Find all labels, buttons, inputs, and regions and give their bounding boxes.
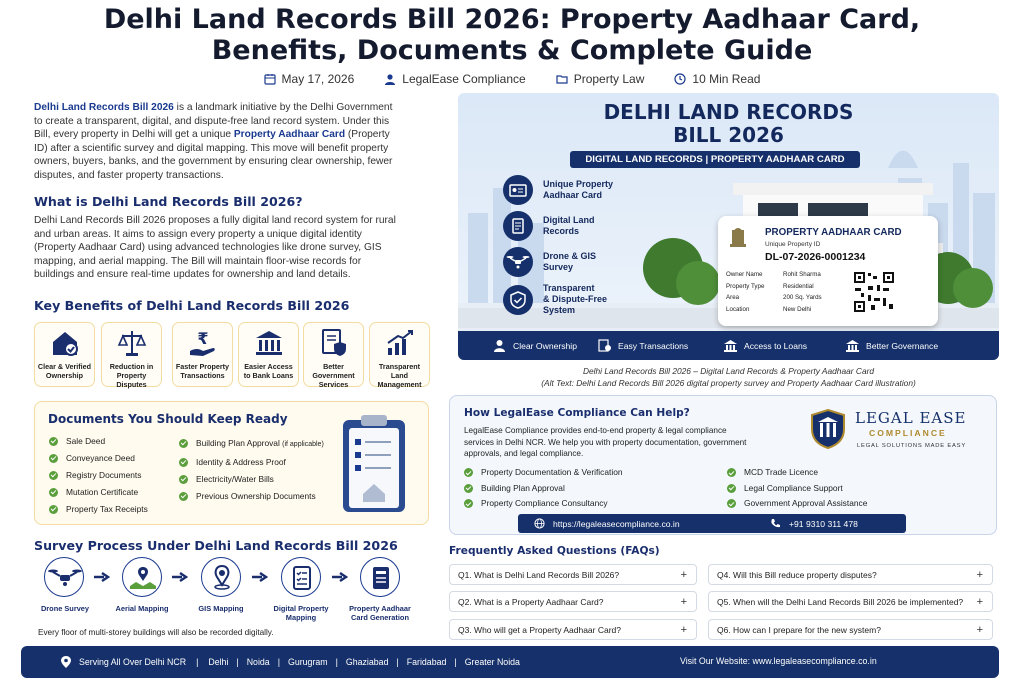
help-services-col1: Property Documentation & Verification Building Plan Approval Property Compliance Consultancy [464,465,623,512]
faq-item-q1[interactable]: Q1. What is Delhi Land Records Bill 2026? + [449,564,697,585]
step-gis-mapping [201,557,241,597]
meta-date: May 17, 2026 [264,72,355,86]
step-label: Aerial Mapping [115,604,169,613]
article-meta [0,72,1024,86]
qr-code-icon [853,271,895,313]
plus-icon: + [680,623,687,636]
step-label: GIS Mapping [198,604,244,613]
doc-item: Registry Documents [49,470,141,480]
doc-item: Mutation Certificate [49,487,138,497]
hero-feature: Drone & GIS Survey [503,247,596,277]
doc-item: Conveyance Deed [49,453,135,463]
card-document-icon [361,558,401,598]
benefit-card-transactions: ₹ Faster Property Transactions [172,322,233,387]
check-icon [464,499,473,508]
user-icon [493,339,506,352]
step-drone-survey [44,557,84,597]
check-icon [464,468,473,477]
step-label: Digital Property Mapping [273,604,329,622]
clock-icon [674,73,686,85]
logo-sub: COMPLIANCE [869,428,947,438]
doc-item: Building Plan Approval (if applicable) [179,438,324,448]
documents-box [34,401,429,525]
doc-item: Property Tax Receipts [49,504,148,514]
faq-item-q4[interactable]: Q4. Will this Bill reduce property disputes? + [708,564,993,585]
emblem-icon [728,226,748,248]
check-icon [49,488,58,497]
benefit-card-gov-services: Better Government Services [303,322,364,387]
faq-item-q3[interactable]: Q3. Who will get a Property Aadhaar Card? + [449,619,697,640]
svg-text:₹: ₹ [196,329,209,348]
check-icon [49,471,58,480]
check-icon [179,458,188,467]
check-icon [49,437,58,446]
document-icon [503,211,533,241]
hero-title: DELHI LAND RECORDS BILL 2026 [603,100,854,147]
location-pin-icon [61,656,71,668]
plus-icon: + [680,568,687,581]
meta-author[interactable]: LegalEase Compliance [384,72,525,86]
documents-heading: Documents You Should Keep Ready [48,412,288,426]
legalease-shield-logo [810,409,846,449]
hero-feature: Unique Property Aadhaar Card [503,175,613,205]
hero-bottom-bar: Clear Ownership Easy Transactions Access to Loans Better Governance [458,331,999,360]
shield-check-icon [503,285,533,315]
faq-item-q2[interactable]: Q2. What is a Property Aadhaar Card? + [449,591,697,612]
doc-item: Electricity/Water Bills [179,474,274,484]
meta-read-time: 10 Min Read [674,72,760,86]
bank-icon [724,339,737,352]
arrow-right-icon [172,572,188,582]
folder-icon [556,73,568,85]
drone-icon [45,558,85,598]
scales-icon [116,327,148,359]
globe-icon [534,518,545,529]
check-icon [49,454,58,463]
benefit-card-loans: Easier Access to Bank Loans [238,322,299,387]
contact-bar [518,514,906,533]
step-label: Property Aadhaar Card Generation [349,604,411,622]
user-icon [384,73,396,85]
hero-illustration [458,93,999,360]
bank-icon [253,327,285,359]
house-check-icon [49,327,81,359]
check-icon [727,468,736,477]
what-is-body: Delhi Land Records Bill 2026 proposes a fully digital land record system for rural and urban areas. It aims to assign every property a unique digital identity (Property Aadhaar Card) using advanced technologies like drone survey, GIS mapping, and aerial mapping. The Bill will maintain floor-wise records for buildings and ensure real-time updates for ownership and land details. [34,215,396,281]
hero-caption: Delhi Land Records Bill 2026 – Digital Land Records & Property Aadhaar Card (Alt Text: Delhi Land Records Bill 2026 digital property survey and Property Aadhaar Card illustration) [541,366,916,388]
card-values: Rohit Sharma Residential 200 Sq. Yards New Delhi [783,271,822,313]
help-body: LegalEase Compliance provides end-to-end property & legal compliance services in Delhi NCR. We help you with property documentation, government approvals, and legal compliance. [464,426,747,458]
check-icon [727,499,736,508]
step-aerial-mapping [122,557,162,597]
footer-website-link[interactable]: Visit Our Website: www.legaleasecompliance.co.in [680,656,877,666]
survey-note: Every floor of multi-storey buildings will also be recorded digitally. [38,628,274,637]
plus-icon: + [976,568,983,581]
calendar-icon [264,73,276,85]
help-services-col2: MCD Trade Licence Legal Compliance Support Government Approval Assistance [727,465,867,512]
faq-item-q5[interactable]: Q5. When will the Delhi Land Records Bill 2026 be implemented? + [708,591,993,612]
check-icon [179,439,188,448]
id-card-icon [503,175,533,205]
footer-service-area: Serving All Over Delhi NCR | Delhi | Noida | Gurugram | Ghaziabad | Faridabad | Greater Noida [61,656,520,668]
step-label: Drone Survey [40,604,90,613]
clipboard-icon [335,412,415,517]
card-keys: Owner Name Property Type Area Location [726,271,765,313]
document-shield-icon [318,327,350,359]
location-icon [202,558,242,598]
plus-icon: + [680,595,687,608]
check-icon [179,492,188,501]
plus-icon: + [976,595,983,608]
benefit-card-land-mgmt: Transparent Land Management [369,322,430,387]
hero-banner: DIGITAL LAND RECORDS | PROPERTY AADHAAR CARD [570,151,860,168]
rupee-hand-icon [187,327,219,359]
check-icon [49,505,58,514]
doc-item: Identity & Address Proof [179,457,286,467]
website-link[interactable]: https://legaleasecompliance.co.in [534,518,680,529]
arrow-right-icon [252,572,268,582]
drone-icon [503,247,533,277]
faq-heading: Frequently Asked Questions (FAQs) [449,545,660,557]
page-title [0,4,1024,66]
arrow-right-icon [94,572,110,582]
legalease-help-box [449,395,997,535]
map-pin-icon [123,558,163,598]
benefit-card-disputes: Reduction in Property Disputes [101,322,162,387]
what-is-heading: What is Delhi Land Records Bill 2026? [34,194,303,209]
benefit-card-ownership: Clear & Verified Ownership [34,322,95,387]
hero-feature: Digital Land Records [503,211,595,241]
benefits-heading: Key Benefits of Delhi Land Records Bill 2026 [34,298,350,313]
arrow-right-icon [332,572,348,582]
footer-bar [21,646,999,678]
doc-item: Previous Ownership Documents [179,491,316,501]
intro-paragraph: Delhi Land Records Bill 2026 is a landmark initiative by the Delhi Government to create a transparent, digital, and dispute-free land record system. Under this Bill, every property in Delhi will get a unique Property Aadhaar Card (Property ID) after a scientific survey and digital mapping. This move will benefit property owners, buyers, banks, and the government by ensuring clear ownership, fewer disputes, and faster property transactions. [34,102,393,181]
check-icon [464,484,473,493]
step-digital-mapping [281,557,321,597]
title-line-2: Benefits, Documents & Complete Guide [211,35,813,66]
doc-item: Sale Deed [49,436,105,446]
check-icon [179,475,188,484]
survey-heading: Survey Process Under Delhi Land Records Bill 2026 [34,538,398,553]
logo-name: LEGAL EASE [855,409,967,427]
growth-chart-icon [384,327,416,359]
document-money-icon [598,339,611,352]
logo-tagline: LEGAL SOLUTIONS MADE EASY [857,443,967,449]
title-line-1: Delhi Land Records Bill 2026: Property Aadhaar Card, [103,4,921,35]
government-icon [846,339,859,352]
hero-feature: Transparent & Dispute-Free System [503,283,607,316]
faq-item-q6[interactable]: Q6. How can I prepare for the new system? + [708,619,993,640]
property-aadhaar-card: PROPERTY AADHAAR CARD Unique Property ID DL-07-2026-0001234 Owner Name Property Type Area Location Rohit Sharma Residential 200 Sq. Yards New Delhi [718,216,938,326]
meta-category[interactable]: Property Law [556,72,645,86]
step-card-generation [360,557,400,597]
check-icon [727,484,736,493]
phone-icon [770,518,781,529]
checklist-icon [282,558,322,598]
plus-icon: + [976,623,983,636]
help-heading: How LegalEase Compliance Can Help? [464,407,690,419]
phone-link[interactable]: +91 9310 311 478 [770,518,858,529]
